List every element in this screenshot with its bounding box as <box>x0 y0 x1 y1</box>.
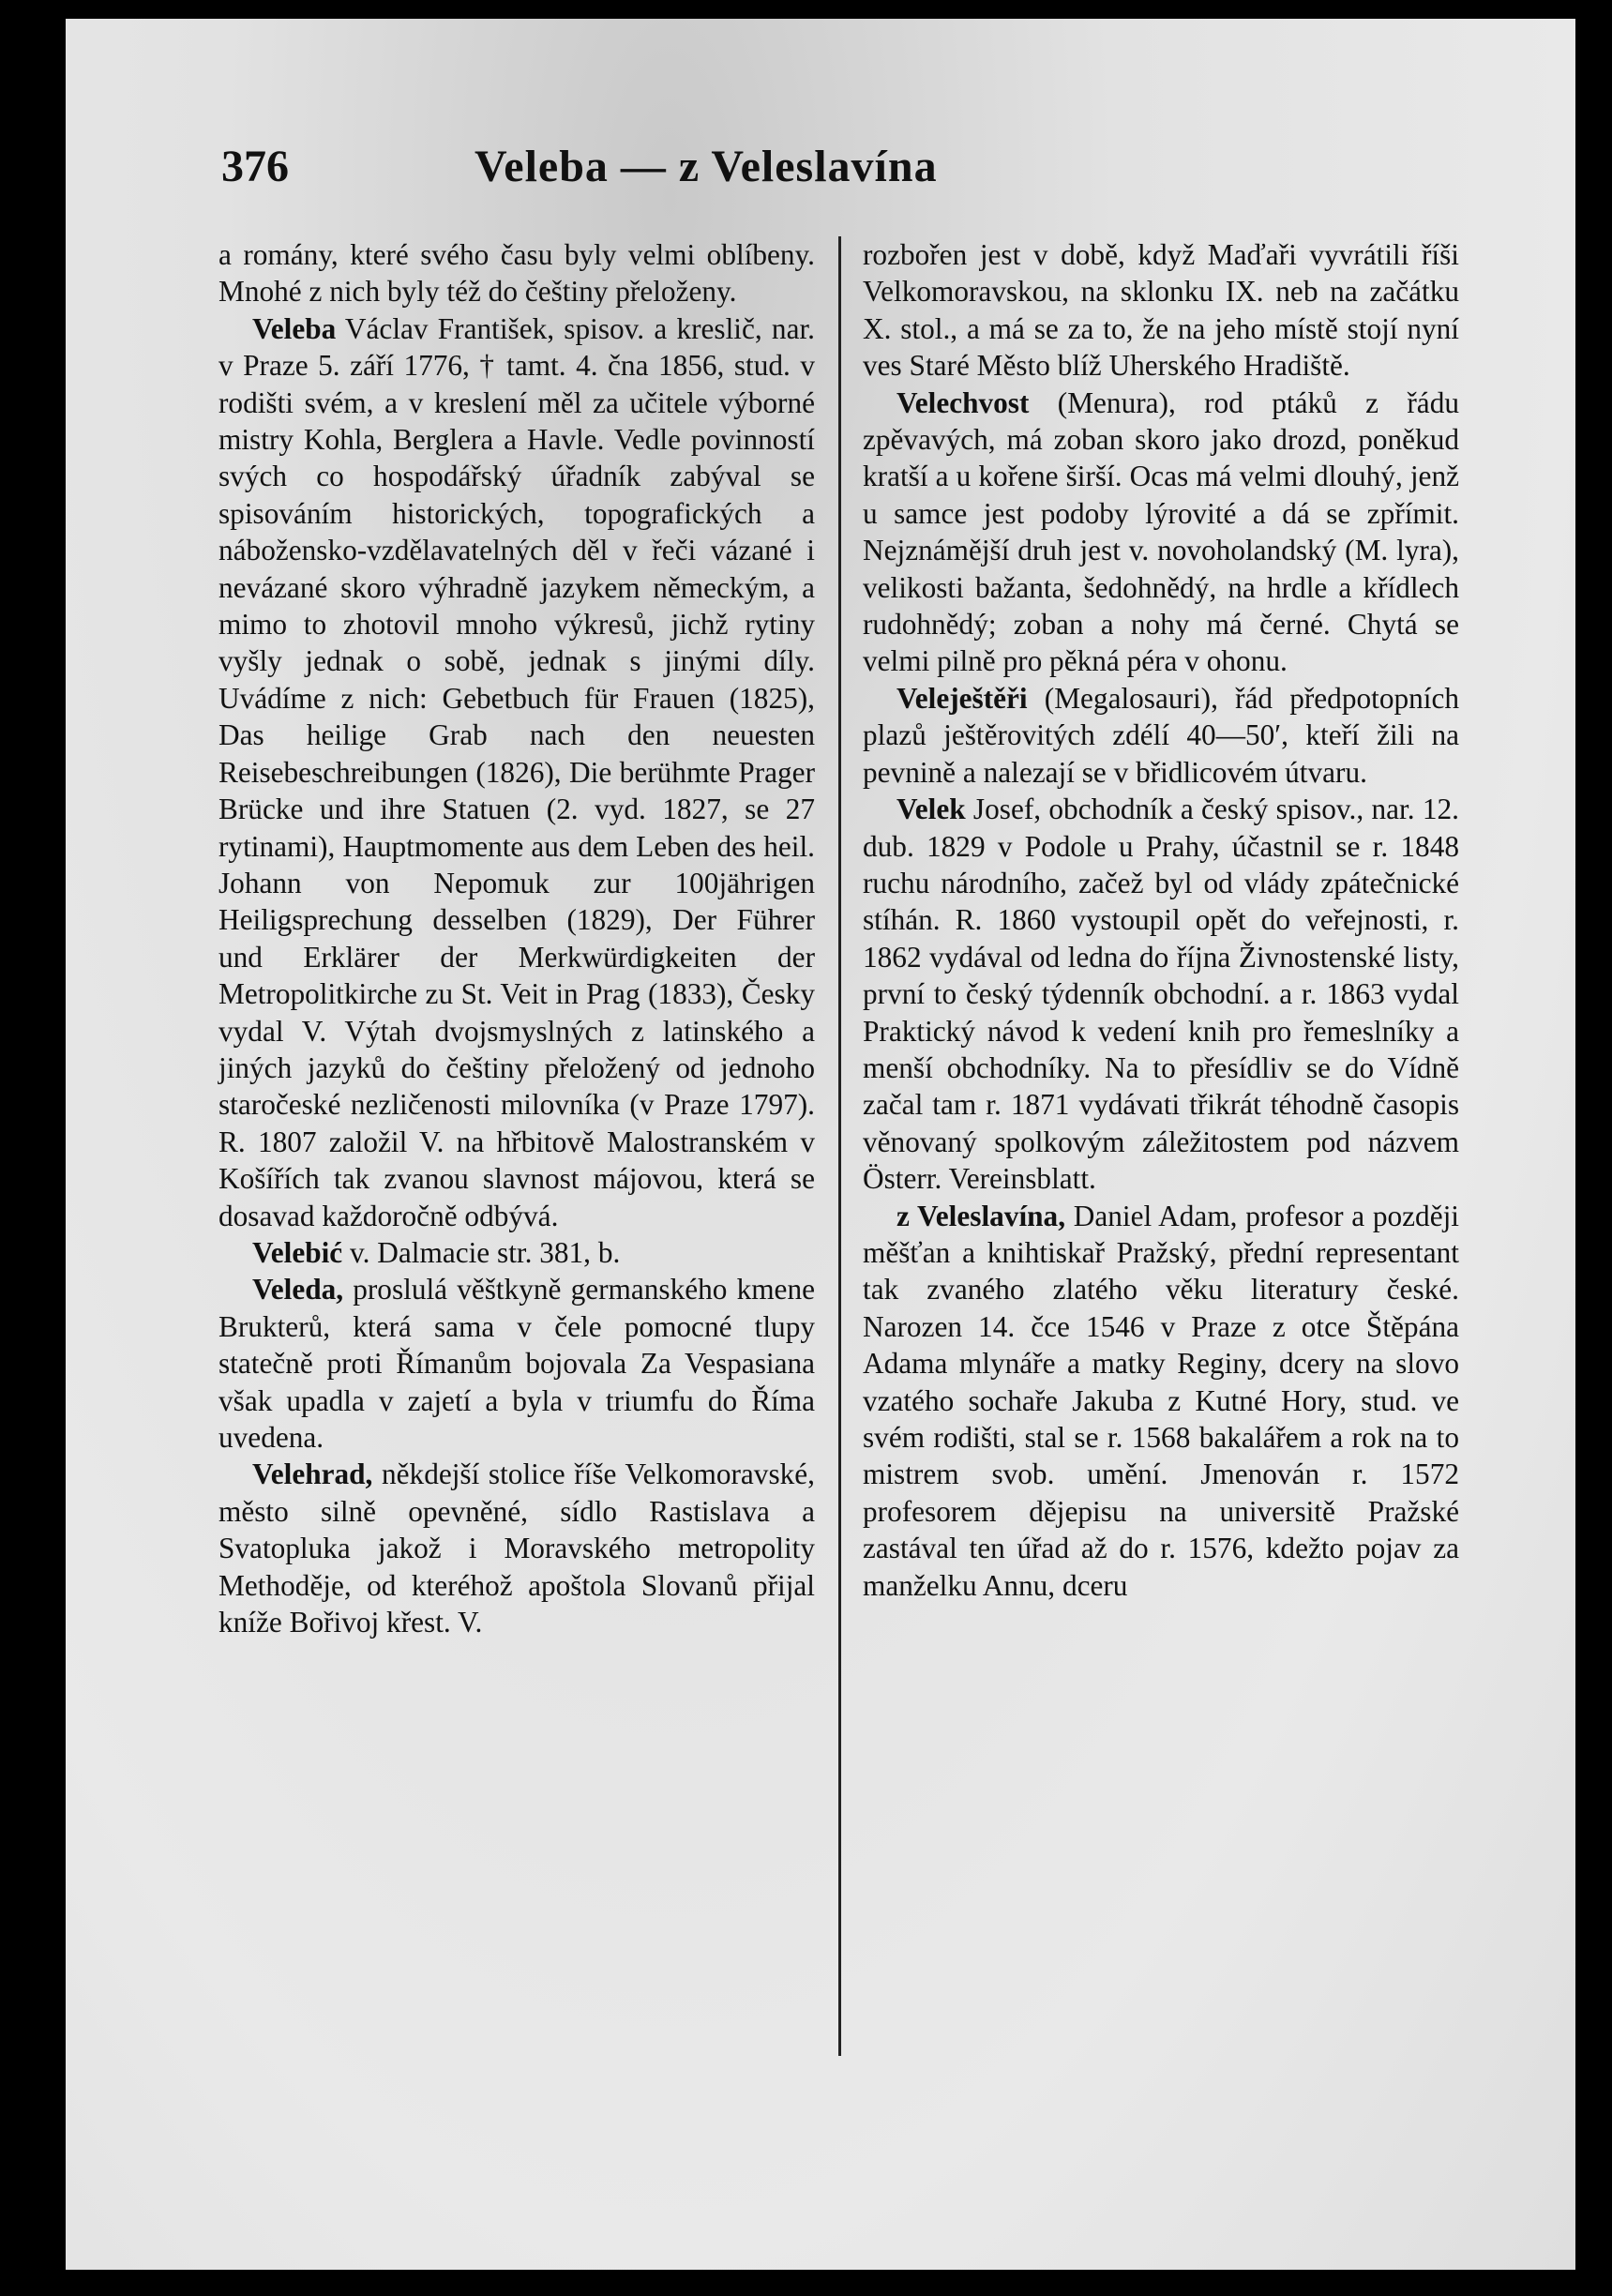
entry-continuation: rozbořen jest v době, když Maďaři vyvrátili říši Velkomoravskou, na sklonku IX. neb na začátku X. stol., a má se za to, že na jeho místě stojí nyní ves Staré Město blíž Uherského Hradiště. <box>863 238 1459 383</box>
headword-velejesteri: Veleještěři <box>896 681 1028 715</box>
entry-veleda-text: proslulá věštkyně germanského kmene Brukterů, která sama v čele pomocné tlupy statečně proti Římanům bojovala Za Vespasiana však upadla v zajetí a byla v triumfu do Říma uvedena. <box>218 1273 815 1454</box>
entry-veleda <box>218 1271 815 1456</box>
entry-velehrad <box>218 1456 815 1640</box>
entry-velechvost <box>863 385 1459 680</box>
page-number: 376 <box>221 142 289 191</box>
headword-veleba: Veleba <box>252 311 337 345</box>
column-divider <box>838 236 841 2056</box>
entry-velek <box>863 791 1459 1197</box>
entry-velejesteri-text: (Megalosauri), řád předpotopních plazů ještěrovitých zdélí 40—50′, kteří žili na pevnině a nalezají se v břidlicovém útvaru. <box>863 681 1459 789</box>
entry-continuation: a romány, které svého času byly velmi oblíbeny. Mnohé z nich byly též do češtiny přeloženy. <box>218 238 815 309</box>
entry-velechvost-text: (Menura), rod ptáků z řádu zpěvavých, má zoban skoro jako drozd, poněkud kratší a u kořene širší. Ocas má velmi dlouhý, jenž u samce jest podoby lýrovité a dá se zpřímit. Nejznámější druh jest v. novoholandský (M. lyra), velikosti bažanta, šedohnědý, na hrdle a křídlech rudohnědý; zoban a nohy má černé. Chytá se velmi pilně pro pěkná péra v ohonu. <box>863 385 1459 678</box>
left-column <box>218 236 815 1640</box>
running-title: Veleba — z Veleslavína <box>475 142 938 191</box>
book-page <box>66 19 1575 2270</box>
page-header <box>221 141 1187 197</box>
headword-velek: Velek <box>896 793 966 826</box>
right-column <box>863 236 1459 1604</box>
headword-veleslavina: z Veleslavína, <box>896 1199 1066 1232</box>
entry-velek-text: Josef, obchodník a český spisov., nar. 12. dub. 1829 v Podole u Prahy, účastnil se r. 1848 ruchu národního, začež byl od vlády zpátečnické stíhán. R. 1860 vystoupil opět do veřejnosti, r. 1862 vydával od ledna do října Živnostenské listy, první to český týdenník obchodní. a r. 1863 vydal Praktický návod k vedení knih pro řemeslníky a menší obchodníky. Na to přesídliv se do Vídně začal tam r. 1871 vydávati třikrát téhodně časopis věnovaný spolkovým záležitostem pod názvem Österr. Vereinsblatt. <box>863 793 1459 1196</box>
headword-veleda: Veleda, <box>252 1273 344 1307</box>
entry-veleba-text: Václav František, spisov. a kreslič, nar. v Praze 5. září 1776, † tamt. 4. čna 1856, stud. v rodišti svém, a v kreslení měl za učitele výborné mistry Kohla, Berglera a Havle. Vedle povinností svých co hospodářský úřadník zabýval se spisováním historických, topografických a nábožensko-vzdělavatelných děl v řeči vázané i nevázané skoro výhradně jazykem německým, a mimo to zhotovil mnoho výkresů, jichž rytiny vyšly jednak o sobě, jednak s jinými díly. Uvádíme z nich: Gebetbuch für Frauen (1825), Das heilige Grab nach den neuesten Reisebeschreibungen (1826), Die berühmte Prager Brücke und ihre Statuen (2. vyd. 1827, se 27 rytinami), Hauptmomente aus dem Leben des heil. Johann von Nepomuk zur 100jährigen Heiligsprechung desselben (1829), Der Führer und Erklärer der Merkwürdigkeiten der Metropolitkirche zu St. Veit in Prag (1833), Česky vydal V. Výtah dvojsmyslných z latinského a jiných jazyků do češtiny přeložený od jednoho staročeské nezličenosti milovníka (v Praze 1797). R. 1807 založil V. na hřbitově Malostranském v Košířích tak zvanou slavnost májovou, která se dosavad každoročně odbývá. <box>218 311 815 1232</box>
entry-veleslavina-text: Daniel Adam, profesor a později měšťan a knihtiskař Pražský, přední representant tak zvaného zlatého věku literatury české. Narozen 14. čce 1546 v Praze z otce Štěpána Adama mlynáře a matky Reginy, dcery na slovo vzatého sochaře Jakuba z Kutné Hory, stud. ve svém rodišti, stal se r. 1568 bakalářem a rok na to mistrem svob. umění. Jmenován r. 1572 profesorem dějepisu na universitě Pražské zastával ten úřad až do r. 1576, kdežto pojav za manželku Annu, dceru <box>863 1199 1459 1602</box>
headword-velehrad: Velehrad, <box>252 1458 373 1491</box>
entry-velebic-text: v. Dalmacie str. 381, b. <box>342 1235 621 1269</box>
headword-velebic: Velebić <box>252 1235 343 1269</box>
entry-velehrad-text: někdejší stolice říše Velkomoravské, město silně opevněné, sídlo Rastislava a Svatopluka jakož i Moravského metropolity Methoděje, od kteréhož apoštola Slovanů přijal kníže Bořivoj křest. V. <box>218 1458 815 1639</box>
entry-velejesteri <box>863 680 1459 791</box>
entry-veleba <box>218 310 815 1234</box>
headword-velechvost: Velechvost <box>896 385 1030 419</box>
entry-veleslavina <box>863 1198 1459 1604</box>
entry-velebic <box>218 1234 815 1271</box>
